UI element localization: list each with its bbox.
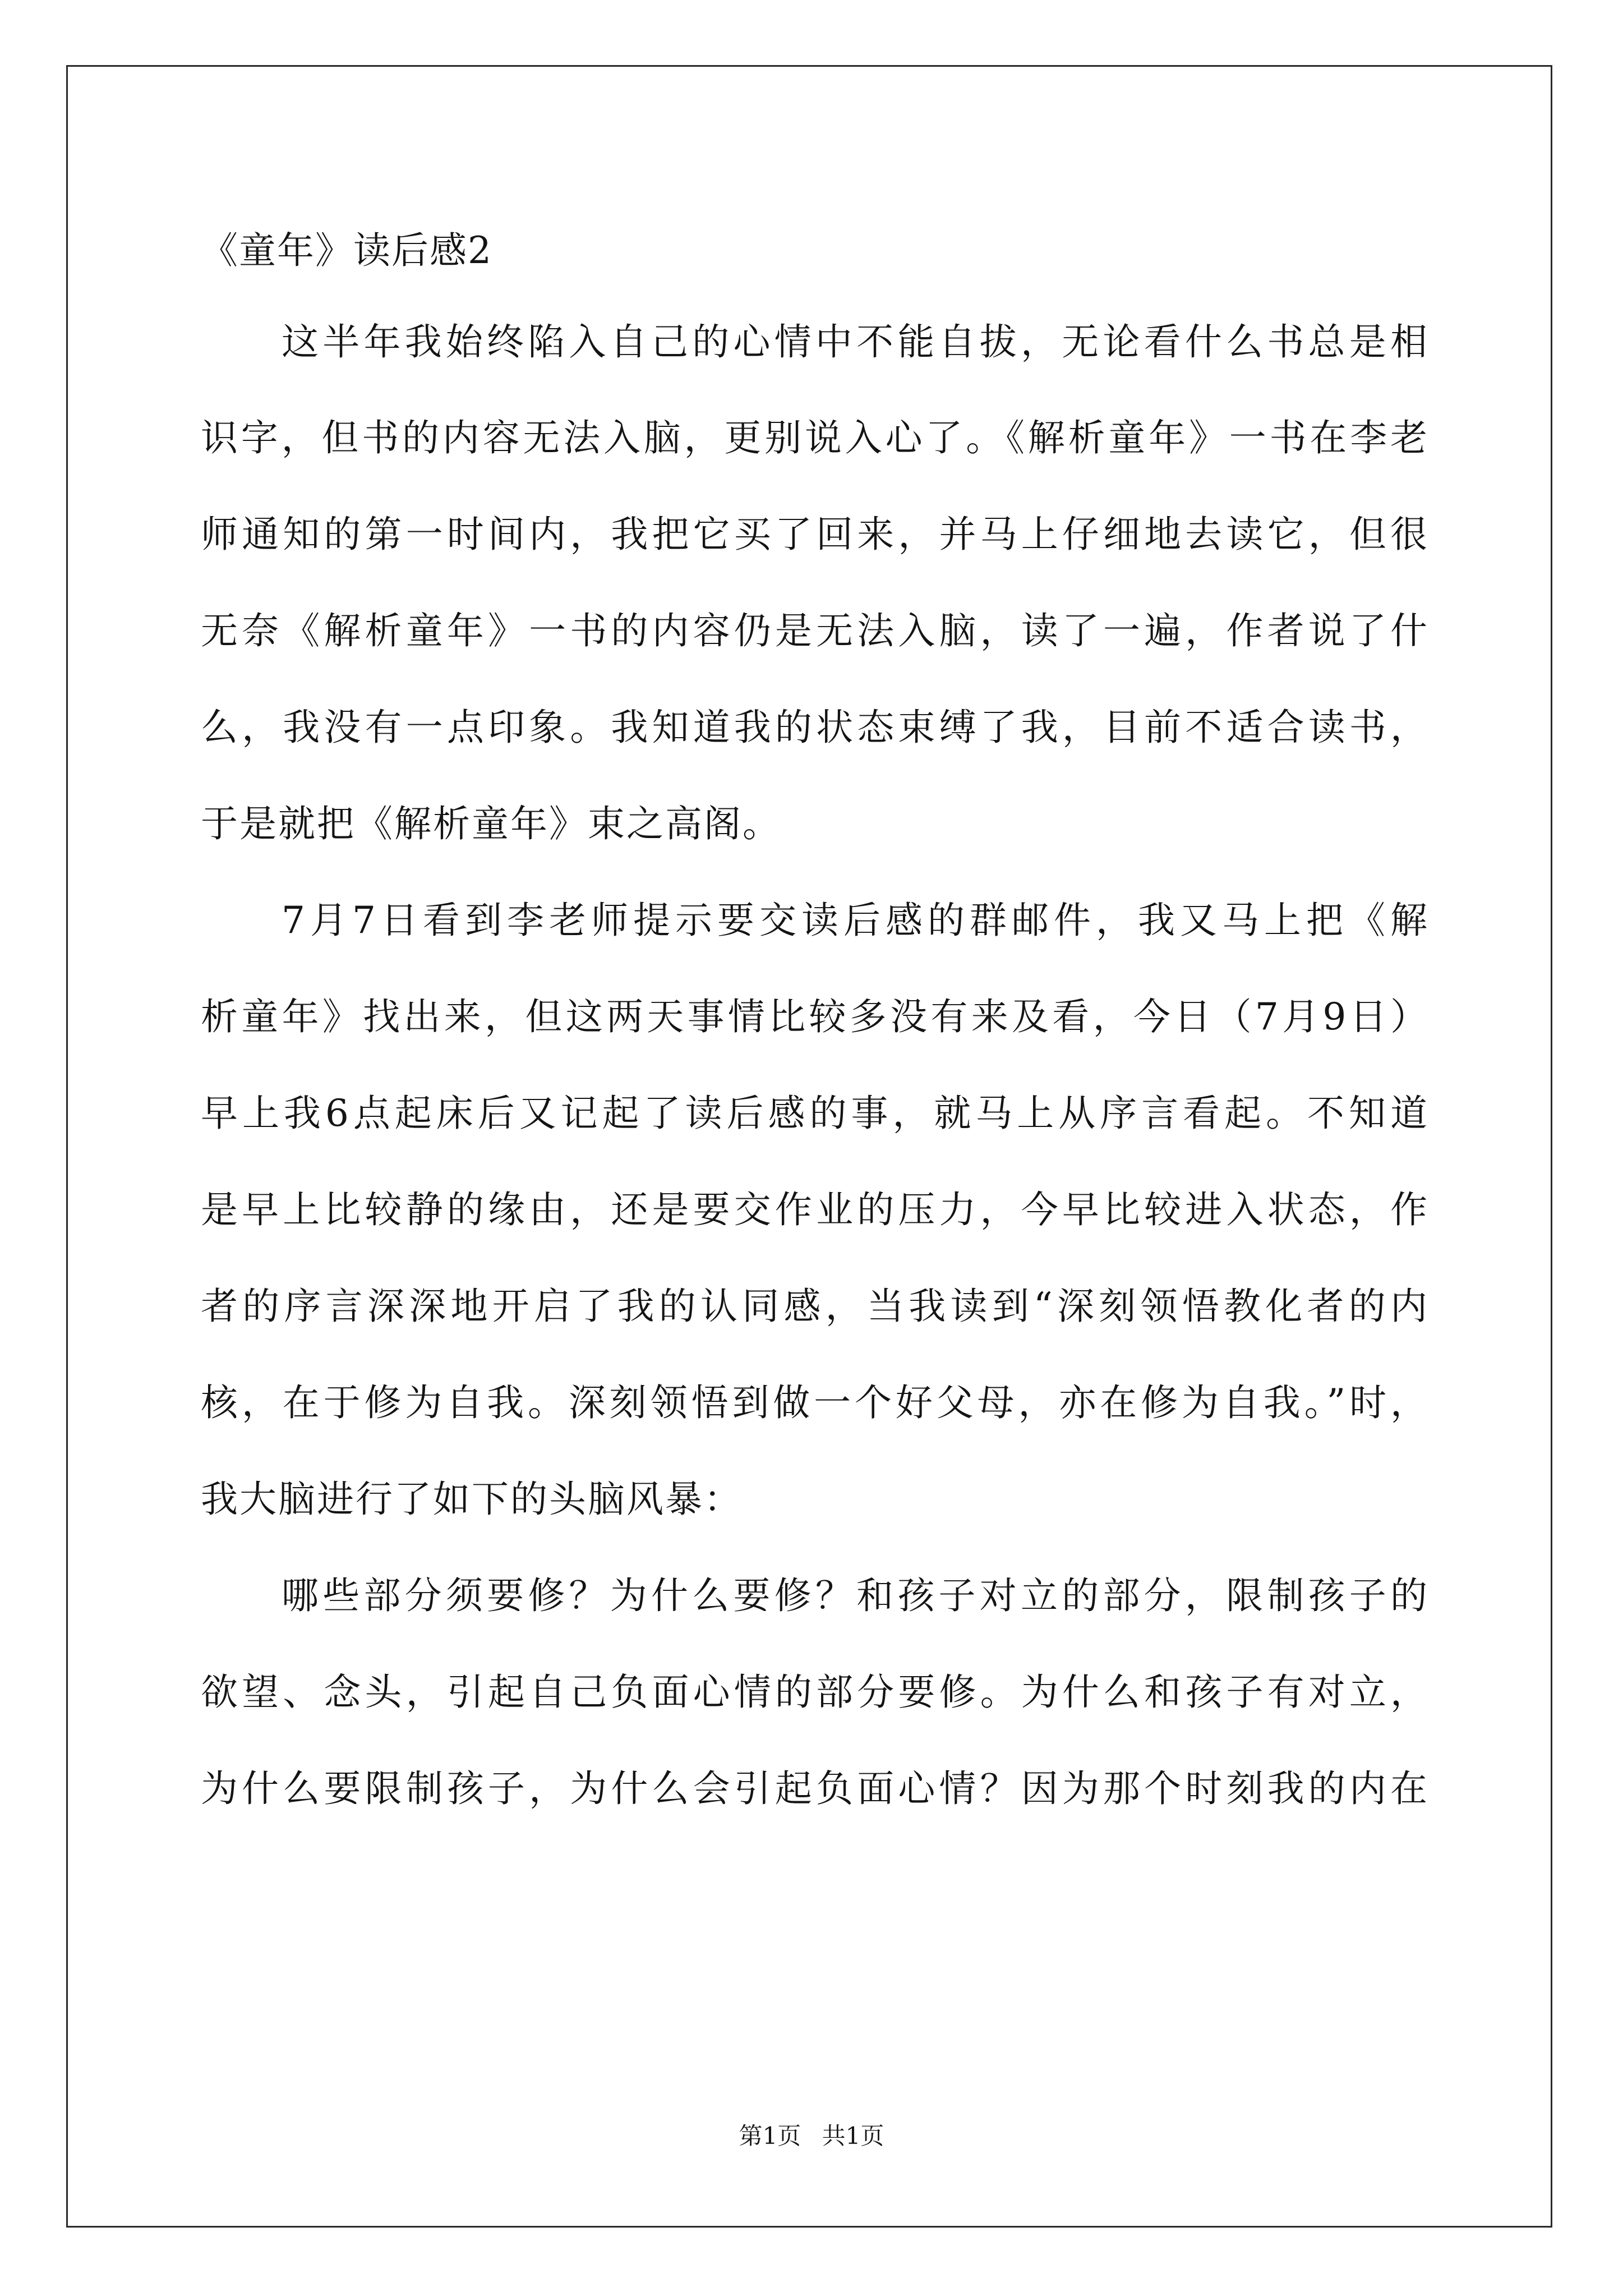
paragraph-1-line-6: 于是就把《解析童年》束之高阁。 bbox=[201, 802, 781, 845]
paragraph-2-line-6: 核，在于修为自我。深刻领悟到做一个好父母，亦在修为自我。”时， bbox=[201, 1381, 1429, 1424]
page-number: 第1页 bbox=[739, 2122, 801, 2150]
page-total: 共1页 bbox=[822, 2122, 884, 2150]
paragraph-3-line-2: 欲望、念头，引起自己负面心情的部分要修。为什么和孩子有对立， bbox=[201, 1671, 1429, 1714]
paragraph-2-line-7: 我大脑进行了如下的头脑风暴： bbox=[201, 1478, 743, 1521]
document-title: 《童年》读后感2 bbox=[201, 229, 492, 272]
paragraph-2-line-2: 析童年》找出来，但这两天事情比较多没有来及看，今日（7月9日） bbox=[201, 995, 1429, 1038]
paragraph-1-line-5: 么，我没有一点印象。我知道我的状态束缚了我，目前不适合读书， bbox=[201, 706, 1429, 749]
paragraph-3-line-3: 为什么要限制孩子，为什么会引起负面心情？因为那个时刻我的内在 bbox=[201, 1767, 1429, 1810]
page-footer bbox=[0, 2120, 1623, 2152]
page-border bbox=[66, 65, 1552, 2228]
paragraph-2-line-3: 早上我6点起床后又记起了读后感的事，就马上从序言看起。不知道 bbox=[201, 1092, 1429, 1135]
paragraph-2-line-5: 者的序言深深地开启了我的认同感，当我读到“深刻领悟教化者的内 bbox=[201, 1285, 1429, 1328]
paragraph-1-line-2: 识字，但书的内容无法入脑，更别说入心了。《解析童年》一书在李老 bbox=[201, 416, 1429, 459]
paragraph-1-line-4: 无奈《解析童年》一书的内容仍是无法入脑，读了一遍，作者说了什 bbox=[201, 609, 1429, 652]
paragraph-2-line-1: 7月7日看到李老师提示要交读后感的群邮件，我又马上把《解 bbox=[282, 899, 1429, 942]
paragraph-2-line-4: 是早上比较静的缘由，还是要交作业的压力，今早比较进入状态，作 bbox=[201, 1188, 1429, 1231]
paragraph-1-line-3: 师通知的第一时间内，我把它买了回来，并马上仔细地去读它，但很 bbox=[201, 513, 1429, 556]
paragraph-3-line-1: 哪些部分须要修？为什么要修？和孩子对立的部分，限制孩子的 bbox=[282, 1574, 1429, 1617]
paragraph-1-line-1: 这半年我始终陷入自己的心情中不能自拔，无论看什么书总是相 bbox=[282, 320, 1429, 364]
